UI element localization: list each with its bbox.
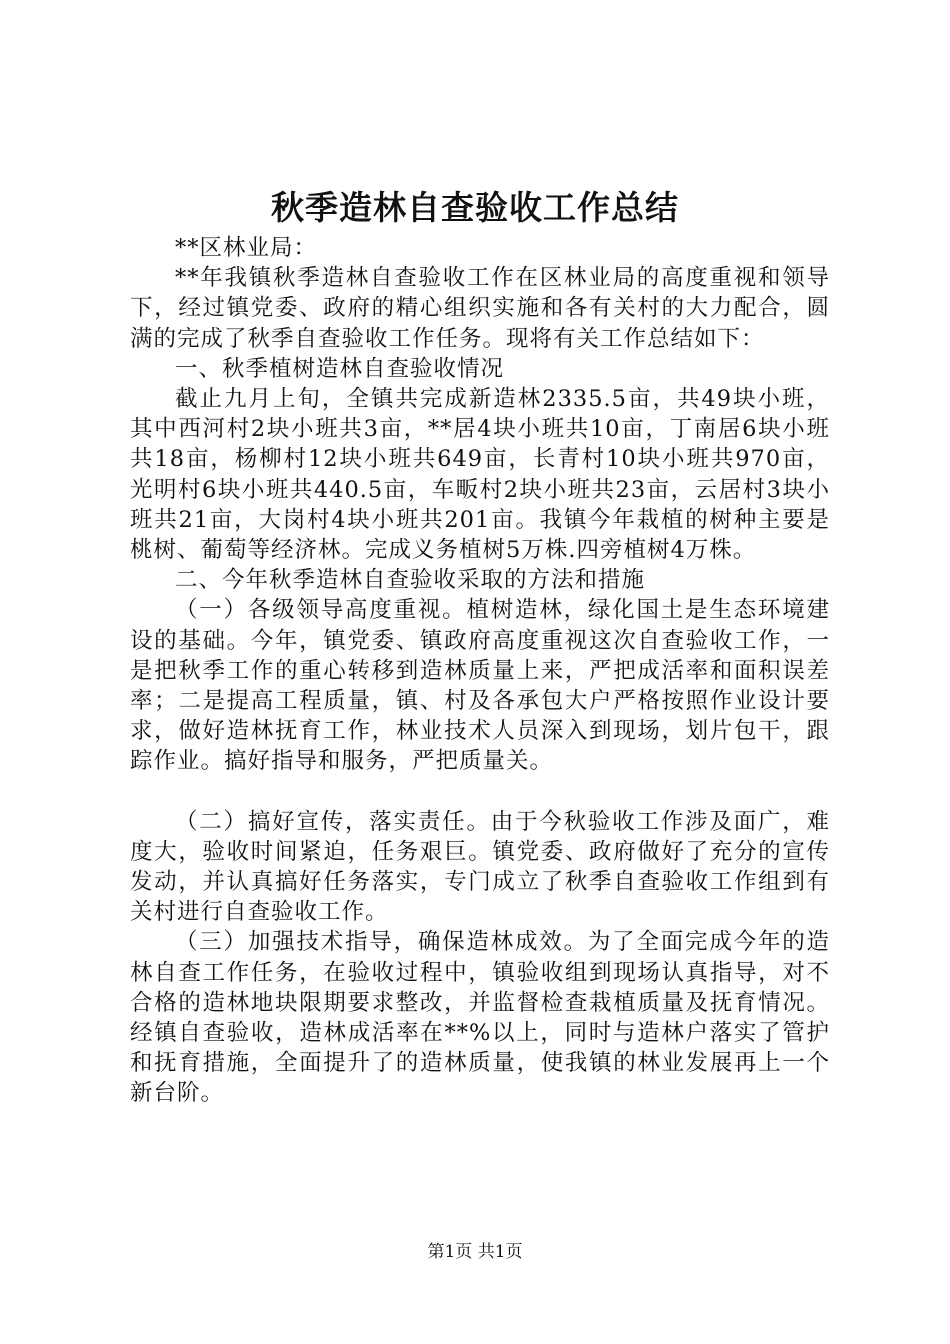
paragraph-measure-2: （二）搞好宣传，落实责任。由于今秋验收工作涉及面广，难度大，验收时间紧迫，任务艰巨。镇党委、政府做好了充分的宣传发动，并认真搞好任务落实，专门成立了秋季自查验收工作组到有关村进行自查验收工作。 <box>130 808 830 926</box>
paragraph-measure-3: （三）加强技术指导，确保造林成效。为了全面完成今年的造林自查工作任务，在验收过程中，镇验收组到现场认真指导，对不合格的造林地块限期要求整改，并监督检查栽植质量及抚育情况。经镇自查验收，造林成活率在**%以上，同时与造林户落实了管护和抚育措施，全面提升了的造林质量，使我镇的林业发展再上一个新台阶。 <box>130 929 830 1107</box>
section-heading-1: 一、秋季植树造林自查验收情况 <box>175 355 505 382</box>
paragraph-intro: **年我镇秋季造林自查验收工作在区林业局的高度重视和领导下，经过镇党委、政府的精心组织实施和各有关村的大力配合，圆满的完成了秋季自查验收工作任务。现将有关工作总结如下： <box>130 265 830 352</box>
salutation: **区林业局： <box>175 235 318 261</box>
section-heading-2: 二、今年秋季造林自查验收采取的方法和措施 <box>175 567 646 594</box>
page-number-footer: 第1页 共1页 <box>427 1242 523 1262</box>
paragraph-statistics: 截止九月上旬，全镇共完成新造林2335.5亩，共49块小班，其中西河村2块小班共3亩，**居4块小班共10亩，丁南居6块小班共18亩，杨柳村12块小班共649亩，长青村10块小班共970亩，光明村6块小班共440.5亩，车畈村2块小班共23亩，云居村3块小班共21亩，大岗村4块小班共201亩。我镇今年栽植的树种主要是桃树、葡萄等经济林。完成义务植树5万株.四旁植树4万株。 <box>130 386 830 564</box>
document-body <box>130 233 830 1109</box>
document-title: 秋季造林自查验收工作总结 <box>271 188 679 227</box>
paragraph-measure-1: （一）各级领导高度重视。植树造林，绿化国土是生态环境建设的基础。今年，镇党委、镇政府高度重视这次自查验收工作，一是把秋季工作的重心转移到造林质量上来，严把成活率和面积误差率；二是提高工程质量，镇、村及各承包大户严格按照作业设计要求，做好造林抚育工作，林业技术人员深入到现场，划片包干，跟踪作业。搞好指导和服务，严把质量关。 <box>130 597 830 775</box>
